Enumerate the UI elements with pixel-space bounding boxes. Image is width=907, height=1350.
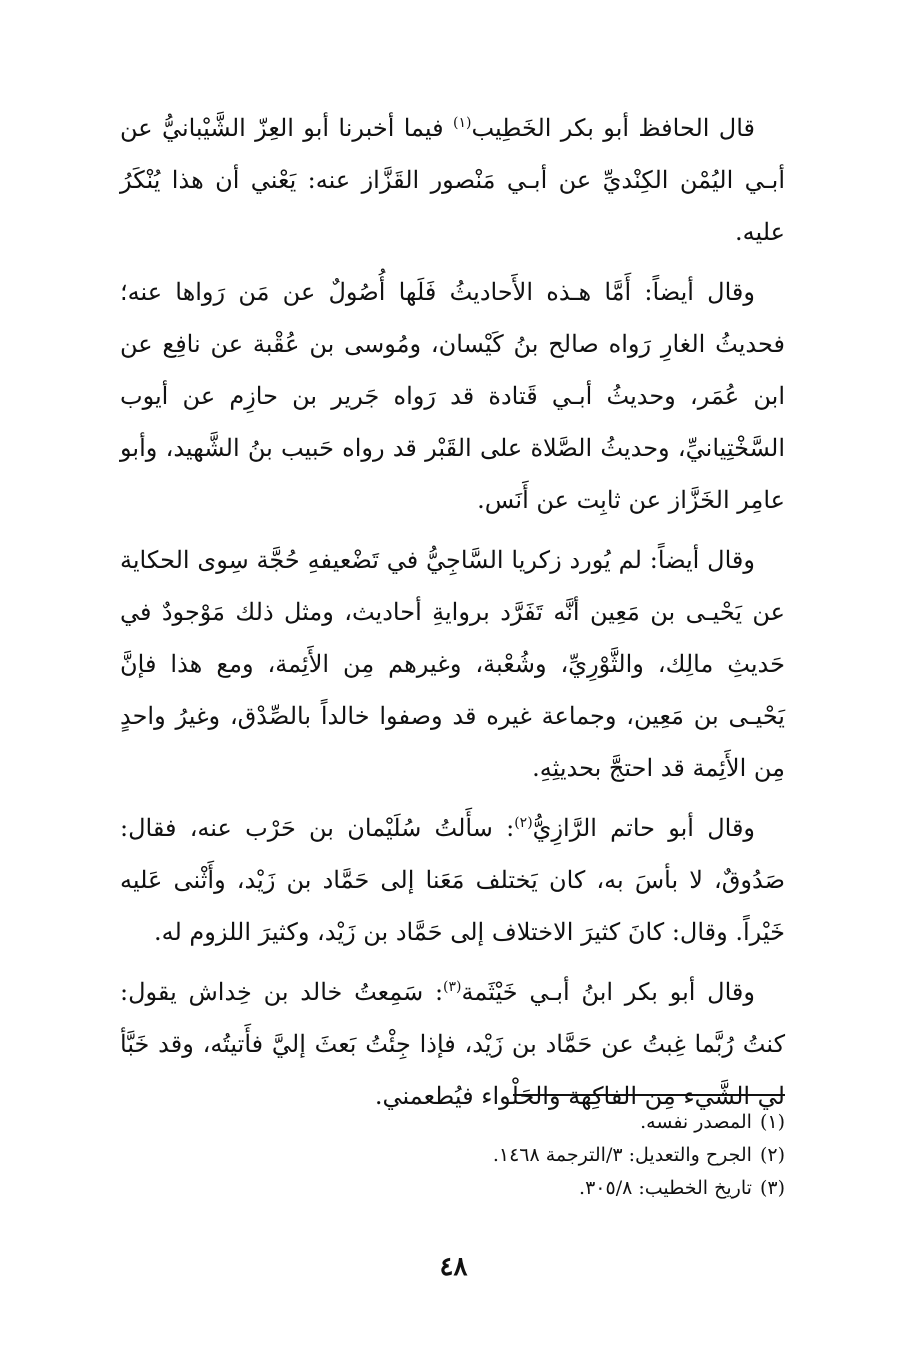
paragraph-5-text-a: وقال أبو بكر ابنُ أبـي خَيْثَمة	[461, 978, 755, 1006]
footnote-2	[120, 1139, 785, 1172]
paragraph-4-text-a: وقال أبو حاتم الرَّازِيُّ	[532, 814, 756, 842]
footnote-1-number: (١)	[759, 1111, 785, 1133]
paragraph-1-text-a: قال الحافظ أبو بكر الخَطِيب	[471, 114, 755, 142]
paragraph-5-text-b: : سَمِعتُ خالد بن خِداش يقول: كنتُ رُبَّما غِبتُ عن حَمَّاد بن زَيْد، فإذا جِئْتُ بَعثَ إليَّ فأَتيتُه، وقد خَبَّأ لي الشَّيء مِن الفاكِهة والحَلْواء فيُطعمني.	[120, 978, 785, 1110]
paragraph-2	[120, 266, 785, 526]
paragraph-2-text: وقال أيضاً: أَمَّا هـذه الأَحاديثُ فَلَها أُصُولٌ عن مَن رَواها عنه؛ فحديثُ الغارِ رَواه صالح بنُ كَيْسان، ومُوسى بن عُقْبة عن نافِع عن ابن عُمَر، وحديثُ أبـي قَتادة قد رَواه جَرير بن حازِم عن أيوب السَّخْتِيانيِّ، وحديثُ الصَّلاة على القَبْر قد رواه حَبيب بنُ الشَّهيد، وأبو عامِر الخَزَّاز عن ثابِت عن أَنَس.	[120, 278, 785, 514]
footnote-1-text: المصدر نفسه.	[640, 1111, 752, 1133]
paragraph-1-text-b: فيما أخبرنا أبو العِزّ الشَّيْبانيُّ عن أبـي اليُمْن الكِنْديِّ عن أبـي مَنْصور القَزَّاز عنه: يَعْني أن هذا يُنْكَرُ عليه.	[120, 114, 785, 246]
paragraph-4-text-b: : سأَلتُ سُلَيْمان بن حَرْب عنه، فقال: صَدُوقٌ، لا بأسَ به، كان يَختلف مَعَنا إلى حَمَّاد بن زَيْد، وأَثْنى عَليه خَيْراً. وقال: كانَ كثيرَ الاختلاف إلى حَمَّاد بن زَيْد، وكثيرَ اللزوم له.	[120, 814, 785, 946]
footnote-2-number: (٢)	[759, 1144, 785, 1166]
footnotes	[120, 1106, 785, 1205]
main-text	[120, 102, 785, 1130]
footnote-3-number: (٣)	[759, 1177, 785, 1199]
paragraph-3	[120, 534, 785, 794]
paragraph-3-text: وقال أيضاً: لم يُورد زكريا السَّاجِيُّ في تَضْعيفهِ حُجَّة سِوى الحكاية عن يَحْيـى بن مَعِين أنَّه تَفَرَّد بروايةِ أحاديث، ومثل ذلك مَوْجودٌ في حَديثِ مالِك، والثَّوْرِيِّ، وشُعْبة، وغيرهم مِن الأَئِمة، ومع هذا فإنَّ يَحْيـى بن مَعِين، وجماعة غيره قد وصفوا خالداً بالصِّدْق، وغيرُ واحدٍ مِن الأَئِمة قد احتجَّ بحديثِهِ.	[120, 546, 785, 782]
page-number: ٤٨	[439, 1252, 468, 1282]
paragraph-4	[120, 802, 785, 958]
footnote-ref-2[interactable]: (٢)	[514, 815, 533, 831]
footnote-1	[120, 1106, 785, 1139]
footnote-ref-1[interactable]: (١)	[452, 115, 472, 131]
footnote-2-text: الجرح والتعديل: ٣/الترجمة ١٤٦٨.	[492, 1144, 752, 1166]
footnote-3	[120, 1172, 785, 1205]
footnote-divider	[513, 1094, 785, 1096]
paragraph-1	[120, 102, 785, 258]
paragraph-5	[120, 966, 785, 1122]
footnote-ref-3[interactable]: (٣)	[443, 979, 462, 995]
footnote-3-text: تاريخ الخطيب: ٣٠٥/٨.	[579, 1177, 752, 1199]
